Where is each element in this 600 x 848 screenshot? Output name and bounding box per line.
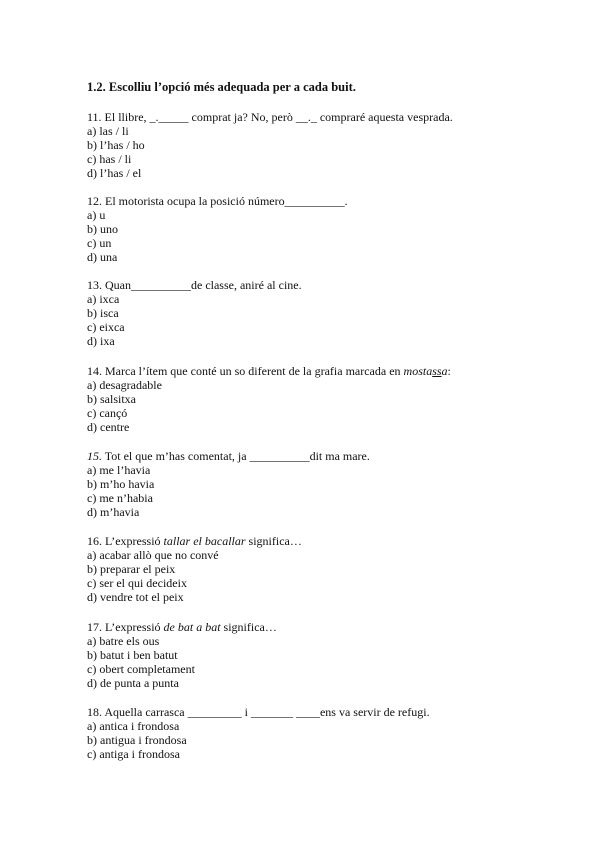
question-16-option-a: a) acabar allò que no convé: [87, 548, 219, 562]
expression: tallar el bacallar: [163, 534, 246, 548]
question-12-text: 12. El motorista ocupa la posició número__________.: [87, 194, 348, 208]
question-16-option-b: b) preparar el peix: [87, 562, 176, 576]
question-17-option-d: d) de punta a punta: [87, 676, 179, 690]
question-17-option-b: b) batut i ben batut: [87, 648, 178, 662]
question-11-option-b: b) l’has / ho: [87, 138, 145, 152]
question-11-option-d: d) l’has / el: [87, 166, 142, 180]
question-15-option-c: c) me n’habia: [87, 491, 153, 505]
question-16-option-d: d) vendre tot el peix: [87, 590, 184, 604]
question-11: [87, 110, 453, 180]
question-13-text: 13. Quan__________de classe, aniré al cine.: [87, 278, 302, 292]
question-14-option-c: c) cançó: [87, 406, 128, 420]
question-12-option-d: d) una: [87, 250, 118, 264]
question-16-text: 16. L’expressió tallar el bacallar significa…: [87, 534, 302, 548]
question-11-option-a: a) las / li: [87, 124, 129, 138]
question-14: [87, 364, 451, 434]
question-13-option-b: b) isca: [87, 306, 119, 320]
question-15: [87, 449, 370, 519]
question-12-option-b: b) uno: [87, 222, 118, 236]
question-16: [87, 534, 302, 604]
question-15-text: 15. Tot el que m’has comentat, ja __________dit ma mare.: [87, 449, 370, 463]
question-15-option-b: b) m’ho havia: [87, 477, 155, 491]
question-12: [87, 194, 348, 264]
question-11-text: 11. El llibre, _._____ comprat ja? No, però __._ compraré aquesta vesprada.: [87, 110, 453, 124]
question-17-option-c: c) obert completament: [87, 662, 195, 676]
marked-grapheme: ss: [432, 364, 442, 378]
question-18-text: 18. Aquella carrasca _________ i _______ ____ens va servir de refugi.: [87, 705, 430, 719]
question-12-option-c: c) un: [87, 236, 112, 250]
question-17-option-a: a) batre els ous: [87, 634, 160, 648]
question-18-option-b: b) antigua i frondosa: [87, 733, 187, 747]
exercise-heading: 1.2. Escolliu l’opció més adequada per a cada buit.: [87, 80, 356, 94]
question-18-option-a: a) antica i frondosa: [87, 719, 180, 733]
question-14-option-a: a) desagradable: [87, 378, 162, 392]
question-17: [87, 620, 277, 690]
question-14-option-d: d) centre: [87, 420, 130, 434]
question-18: [87, 705, 430, 761]
question-14-text: 14. Marca l’ítem que conté un so diferent de la grafia marcada en mostassa:: [87, 364, 451, 378]
question-12-option-a: a) u: [87, 208, 106, 222]
marked-word: mostassa: [403, 364, 448, 378]
question-15-option-d: d) m’havia: [87, 505, 140, 519]
question-15-option-a: a) me l’havia: [87, 463, 151, 477]
question-13-option-c: c) eixca: [87, 320, 125, 334]
question-13: [87, 278, 302, 348]
question-11-option-c: c) has / li: [87, 152, 132, 166]
question-13-option-d: d) ixa: [87, 334, 115, 348]
question-17-text: 17. L’expressió de bat a bat significa…: [87, 620, 277, 634]
question-13-option-a: a) ixca: [87, 292, 120, 306]
expression: de bat a bat: [163, 620, 221, 634]
question-14-option-b: b) salsitxa: [87, 392, 136, 406]
question-16-option-c: c) ser el qui decideix: [87, 576, 187, 590]
question-18-option-c: c) antiga i frondosa: [87, 747, 180, 761]
